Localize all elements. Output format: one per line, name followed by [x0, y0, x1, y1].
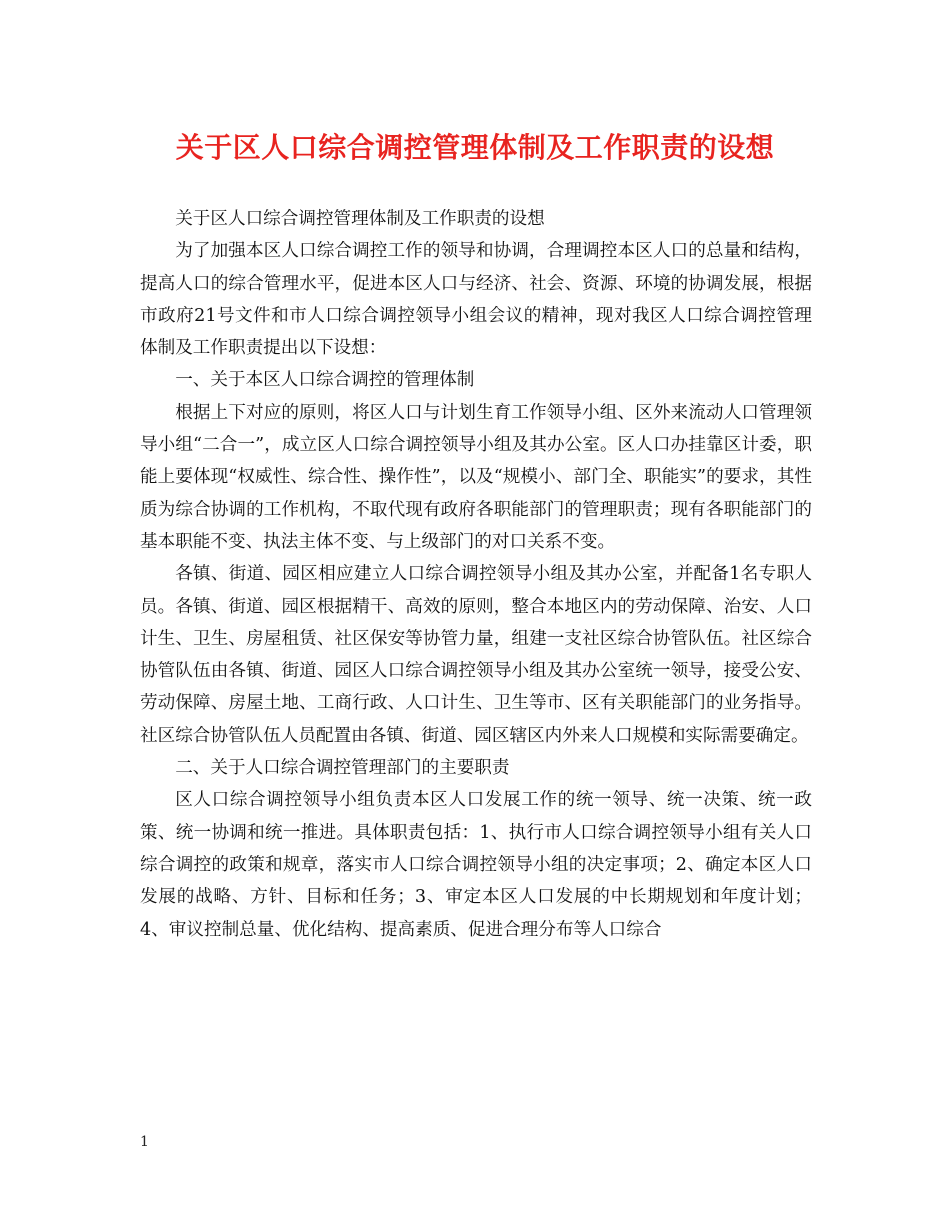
paragraph-heading-repeat: 关于区人口综合调控管理体制及工作职责的设想 — [175, 209, 545, 229]
section-heading-2: 二、关于人口综合调控管理部门的主要职责 — [175, 758, 510, 779]
paragraph-towns: 各镇、街道、园区相应建立人口综合调控领导小组及其办公室，并配备1名专职人员。各镇、街道、园区根据精干、高效的原则，整合本地区内的劳动保障、治安、人口计生、卫生、房屋租赁、社区保安等协管力量，组建一支社区综合协管队伍。社区综合协管队伍由各镇、街道、园区人口综合调控领导小组及其办公室统一领导，接受公安、劳动保障、房屋土地、工商行政、人口计生、卫生等市、区有关职能部门的业务指导。社区综合协管队伍人员配置由各镇、街道、园区辖区内外来人口规模和实际需要确定。 — [140, 564, 812, 746]
page-number: 1 — [140, 1134, 149, 1150]
paragraph-intro: 为了加强本区人口综合调控工作的领导和协调，合理调控本区人口的总量和结构，提高人口的综合管理水平，促进本区人口与经济、社会、资源、环境的协调发展，根据市政府21号文件和市人口综合调控领导小组会议的精神，现对我区人口综合调控管理体制及工作职责提出以下设想： — [140, 241, 812, 359]
document-body — [140, 203, 812, 946]
paragraph-duties: 区人口综合调控领导小组负责本区人口发展工作的统一领导、统一决策、统一政策、统一协调和统一推进。具体职责包括：1、执行市人口综合调控领导小组有关人口综合调控的政策和规章，落实市人口综合调控领导小组的决定事项；2、确定本区人口发展的战略、方针、目标和任务；3、审定本区人口发展的中长期规划和年度计划；4、审议控制总量、优化结构、提高素质、促进合理分布等人口综合 — [140, 790, 812, 940]
paragraph-system: 根据上下对应的原则，将区人口与计划生育工作领导小组、区外来流动人口管理领导小组“二合一”，成立区人口综合调控领导小组及其办公室。区人口办挂靠区计委，职能上要体现“权威性、综合性、操作性”，以及“规模小、部门全、职能实”的要求，其性质为综合协调的工作机构，不取代现有政府各职能部门的管理职责；现有各职能部门的基本职能不变、执法主体不变、与上级部门的对口关系不变。 — [140, 402, 812, 552]
document-title: 关于区人口综合调控管理体制及工作职责的设想 — [175, 131, 775, 164]
section-heading-1: 一、关于本区人口综合调控的管理体制 — [175, 370, 475, 391]
